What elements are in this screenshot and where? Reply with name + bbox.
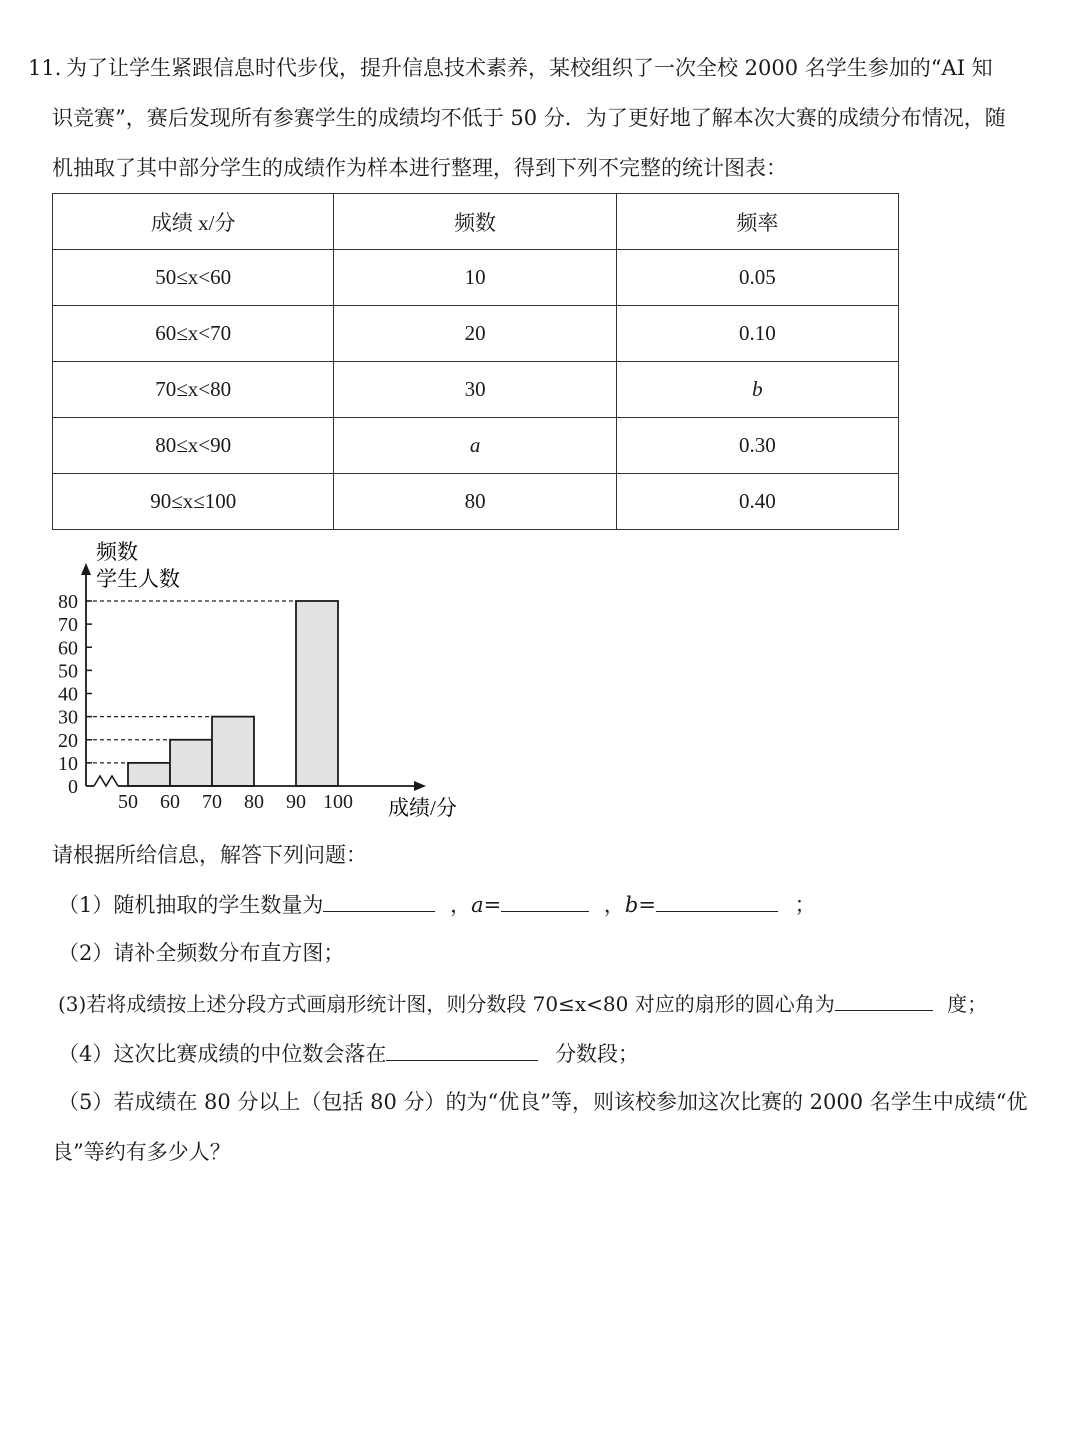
part-1-a-label: a= <box>471 893 502 917</box>
table-cell-range: 80≤x<90 <box>53 418 334 474</box>
part-5-line-1: （5）若成绩在 80 分以上（包括 80 分）的为“优良”等，则该校参加这次比赛的 2000 名学生中成绩“优 <box>58 1090 1028 1114</box>
table-cell-range: 90≤x≤100 <box>53 474 334 530</box>
y-axis-label-line-2: 学生人数 <box>96 567 180 591</box>
table-header-score: 成绩 x/分 <box>53 194 334 250</box>
table-header-rate: 频率 <box>616 194 898 250</box>
y-tick-label: 0 <box>68 776 78 798</box>
table-cell-count: 20 <box>334 306 616 362</box>
question-intro-line-3: 机抽取了其中部分学生的成绩作为样本进行整理，得到下列不完整的统计图表： <box>52 156 787 180</box>
table-row <box>53 474 899 530</box>
x-axis-label: 成绩/分 <box>388 796 457 820</box>
table-cell-rate: b <box>616 362 898 418</box>
x-tick-label: 70 <box>202 791 222 813</box>
part-4-end: 分数段； <box>555 1042 640 1066</box>
question-intro-line-2: 识竞赛”，赛后发现所有参赛学生的成绩均不低于 50 分．为了更好地了解本次大赛的成绩分布情况，随 <box>52 106 1006 130</box>
y-tick-label: 30 <box>58 706 78 729</box>
part-1 <box>58 889 816 920</box>
table-row <box>53 418 899 474</box>
answer-blank-a[interactable] <box>501 889 589 912</box>
part-5-line-2: 良”等约有多少人？ <box>52 1140 231 1164</box>
table-cell-range: 60≤x<70 <box>53 306 334 362</box>
part-2: （2）请补全频数分布直方图； <box>58 941 345 965</box>
table-cell-rate: 0.40 <box>616 474 898 530</box>
part-4-text: （4）这次比赛成绩的中位数会落在 <box>58 1042 387 1066</box>
part-1-separator: ， <box>603 893 625 917</box>
y-axis-label-line-1: 频数 <box>96 540 138 564</box>
x-axis-arrow-icon <box>414 781 426 791</box>
table-row <box>53 362 899 418</box>
part-1-text: （1）随机抽取的学生数量为 <box>58 893 324 917</box>
y-tick-label: 20 <box>58 729 78 752</box>
question-number: 11. <box>28 56 62 80</box>
frequency-histogram <box>40 535 480 825</box>
table-cell-rate: 0.05 <box>616 250 898 306</box>
table-cell-range: 50≤x<60 <box>53 250 334 306</box>
y-tick-label: 80 <box>58 591 78 613</box>
question-intro-line-1: 为了让学生紧跟信息时代步伐，提升信息技术素养，某校组织了一次全校 2000 名学生参加的“AI 知 <box>66 56 993 80</box>
answer-blank-central-angle[interactable] <box>835 988 933 1011</box>
part-1-end: ； <box>794 893 816 917</box>
y-tick-label: 50 <box>58 660 78 683</box>
part-1-b-label: b= <box>624 893 656 917</box>
histogram-bar-90-100 <box>296 601 338 786</box>
part-1-separator: ， <box>450 893 472 917</box>
table-cell-rate: 0.30 <box>616 418 898 474</box>
y-tick-label: 10 <box>58 752 78 775</box>
table-cell-range: 70≤x<80 <box>53 362 334 418</box>
table-header-count: 频数 <box>334 194 616 250</box>
y-axis-arrow-icon <box>81 563 91 575</box>
part-3 <box>58 988 987 1019</box>
instruction-prompt: 请根据所给信息，解答下列问题： <box>52 843 367 867</box>
part-3-text: (3)若将成绩按上述分段方式画扇形统计图，则分数段 70≤x<80 对应的扇形的圆心角为 <box>58 992 835 1016</box>
answer-blank-b[interactable] <box>656 889 778 912</box>
table-cell-count: 10 <box>334 250 616 306</box>
x-tick-label: 100 <box>323 791 353 813</box>
table-header-row <box>53 194 899 250</box>
table-row <box>53 250 899 306</box>
x-tick-label: 90 <box>286 791 306 813</box>
part-3-end: 度； <box>947 992 988 1016</box>
table-cell-count: a <box>334 418 616 474</box>
table-cell-count: 80 <box>334 474 616 530</box>
x-tick-label: 80 <box>244 791 264 813</box>
frequency-table <box>52 193 899 530</box>
y-tick-label: 60 <box>58 637 78 660</box>
table-cell-rate: 0.10 <box>616 306 898 362</box>
table-cell-count: 30 <box>334 362 616 418</box>
x-tick-label: 60 <box>160 791 180 813</box>
part-4 <box>58 1038 639 1069</box>
answer-blank-student-count[interactable] <box>323 889 435 912</box>
axis-break-zigzag-icon <box>94 776 118 786</box>
histogram-bar-50-60 <box>128 763 170 786</box>
table-row <box>53 306 899 362</box>
x-tick-label: 50 <box>118 791 138 813</box>
histogram-bar-60-70 <box>170 740 212 786</box>
histogram-bar-70-80 <box>212 717 254 786</box>
y-tick-label: 70 <box>58 614 78 637</box>
y-tick-label: 40 <box>58 683 78 706</box>
answer-blank-median-interval[interactable] <box>386 1038 538 1061</box>
